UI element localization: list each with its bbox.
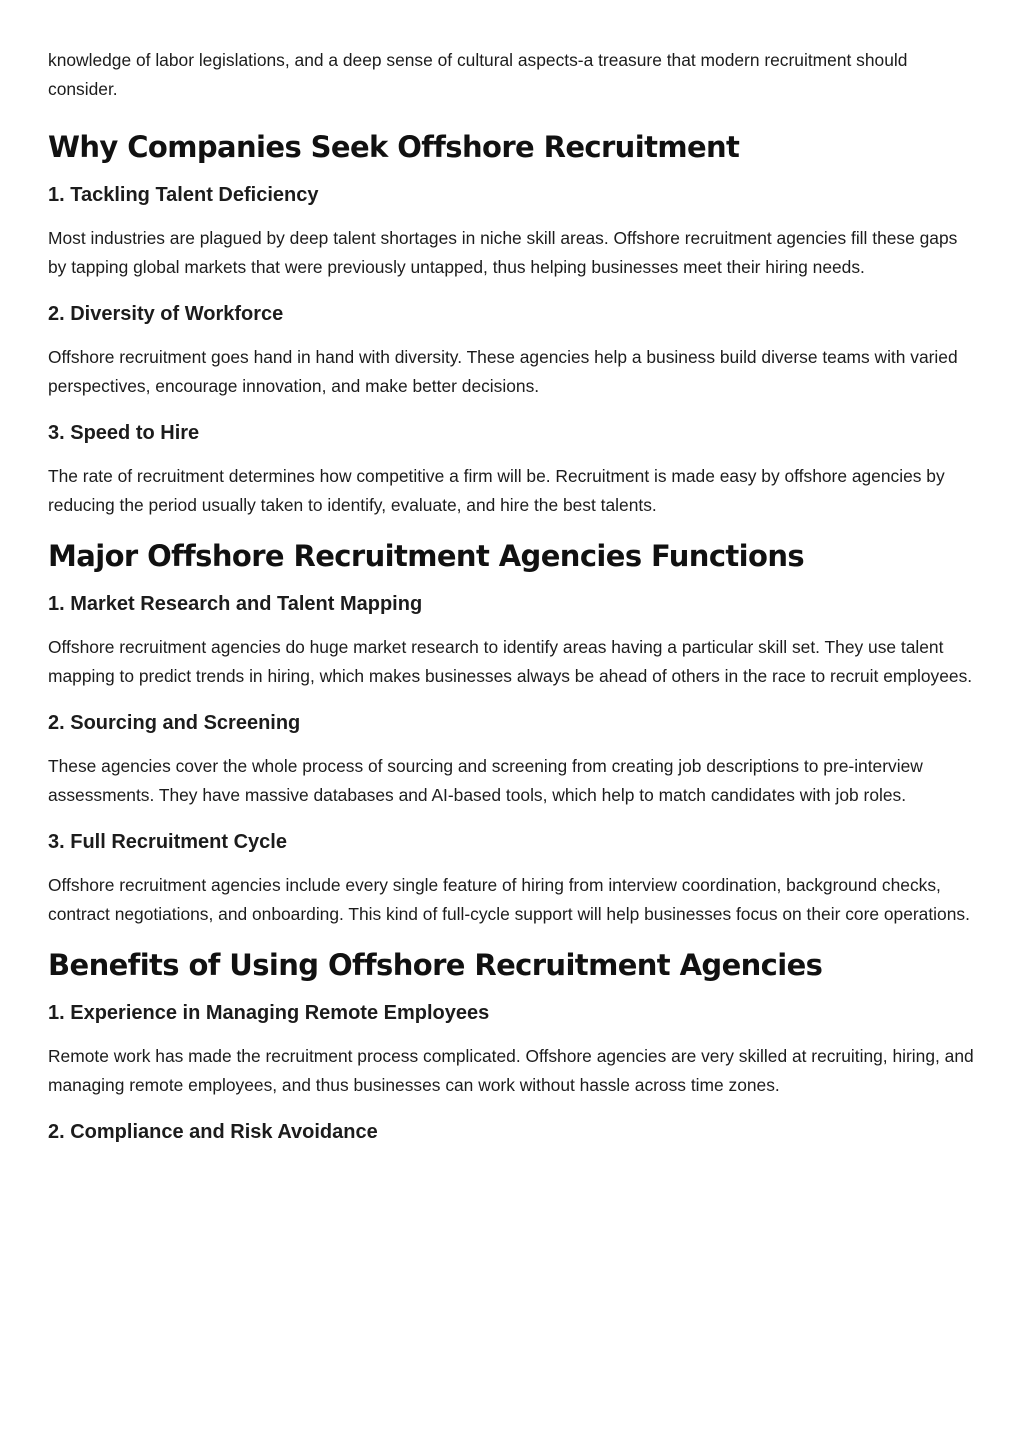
- item-heading: 1. Experience in Managing Remote Employees: [48, 1002, 490, 1024]
- list-item: [48, 709, 978, 809]
- list-item: [48, 828, 978, 928]
- item-heading: 3. Speed to Hire: [48, 422, 200, 444]
- document-page: [48, 46, 978, 1165]
- item-heading: 2. Sourcing and Screening: [48, 712, 301, 734]
- item-body: Offshore recruitment goes hand in hand with diversity. These agencies help a business build diverse teams with varied perspectives, encourage innovation, and make better decisions.: [48, 347, 958, 396]
- list-item: [48, 1118, 978, 1146]
- item-body: Offshore recruitment agencies do huge market research to identify areas having a particular skill set. They use talent mapping to predict trends in hiring, which makes businesses always be ahead of others in the race to recruit employees.: [48, 637, 973, 686]
- list-item: [48, 419, 978, 519]
- item-heading: 2. Compliance and Risk Avoidance: [48, 1121, 378, 1143]
- list-item: [48, 181, 978, 281]
- section-major-functions: [48, 538, 978, 928]
- intro-paragraph: knowledge of labor legislations, and a deep sense of cultural aspects-a treasure that modern recruitment should consider.: [48, 50, 908, 99]
- item-heading: 1. Tackling Talent Deficiency: [48, 184, 319, 206]
- section-why-companies: [48, 129, 978, 519]
- item-body: The rate of recruitment determines how competitive a firm will be. Recruitment is made easy by offshore agencies by reducing the period usually taken to identify, evaluate, and hire the best talents.: [48, 466, 945, 515]
- item-heading: 3. Full Recruitment Cycle: [48, 831, 287, 853]
- item-heading: 2. Diversity of Workforce: [48, 303, 284, 325]
- item-heading: 1. Market Research and Talent Mapping: [48, 593, 423, 615]
- list-item: [48, 999, 978, 1099]
- section-heading: Why Companies Seek Offshore Recruitment: [48, 130, 740, 164]
- item-body: Most industries are plagued by deep talent shortages in niche skill areas. Offshore recruitment agencies fill these gaps by tapping global markets that were previously untapped, thus helping businesses meet their hiring needs.: [48, 228, 958, 277]
- list-item: [48, 590, 978, 690]
- section-heading: Benefits of Using Offshore Recruitment Agencies: [48, 948, 823, 982]
- item-body: Remote work has made the recruitment process complicated. Offshore agencies are very skilled at recruiting, hiring, and managing remote employees, and thus businesses can work without hassle across time zones.: [48, 1046, 974, 1095]
- item-body: These agencies cover the whole process of sourcing and screening from creating job descriptions to pre-interview assessments. They have massive databases and AI-based tools, which help to match candidates with job roles.: [48, 756, 923, 805]
- list-item: [48, 300, 978, 400]
- section-benefits: [48, 947, 978, 1146]
- section-heading: Major Offshore Recruitment Agencies Functions: [48, 539, 805, 573]
- item-body: Offshore recruitment agencies include every single feature of hiring from interview coordination, background checks, contract negotiations, and onboarding. This kind of full-cycle support will help businesses focus on their core operations.: [48, 875, 970, 924]
